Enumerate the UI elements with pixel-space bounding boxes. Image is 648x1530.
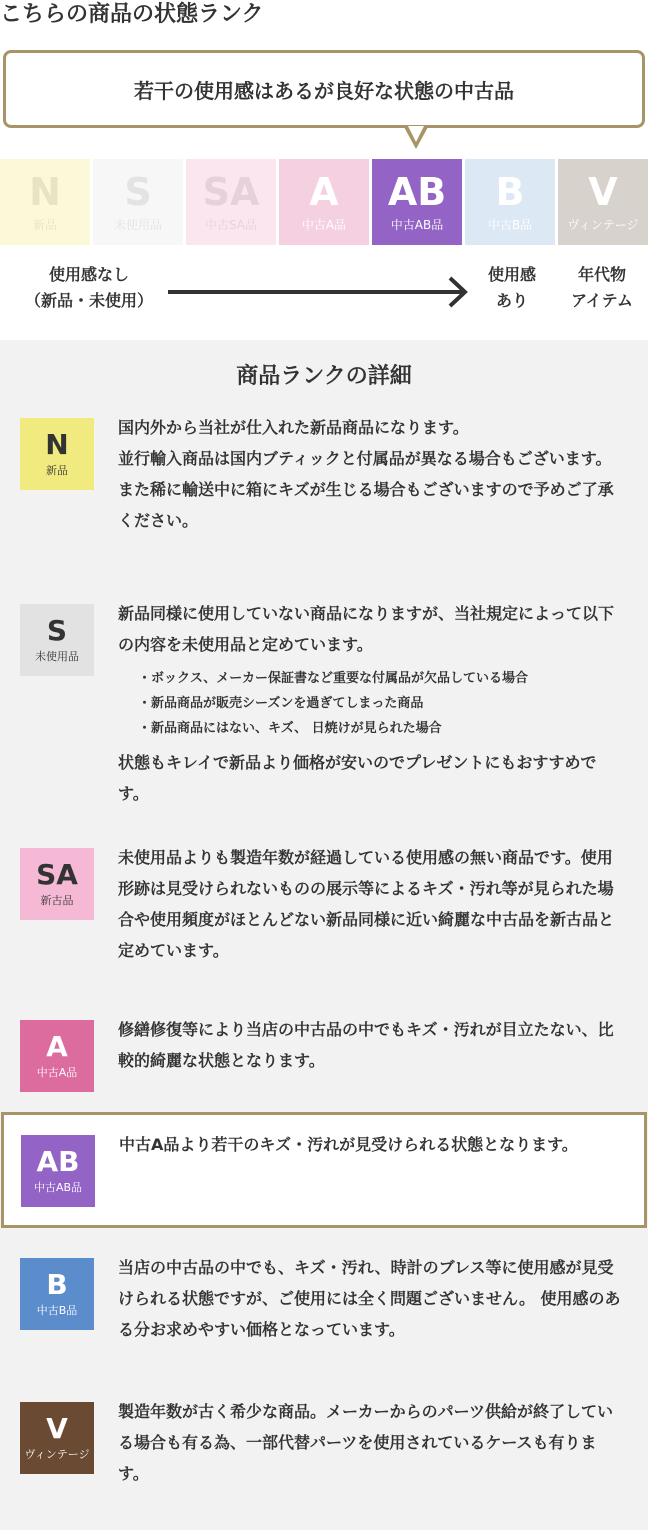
- rank-badge-v: V ヴィンテージ: [20, 1402, 94, 1474]
- rank-badge-a: A 中古A品: [20, 1020, 94, 1092]
- rank-description: 国内外から当社が仕入れた新品商品になります。 並行輸入商品は国内ブティックと付属品が異なる場合もございます。 また稀に輸送中に箱にキズが生じる場合もございますので予めご了承ください。: [118, 418, 614, 530]
- rank-cell-s: S 未使用品: [93, 159, 183, 245]
- right-arrow-icon: [168, 272, 468, 312]
- rank-detail-sa: [0, 848, 648, 988]
- details-title: 商品ランクの詳細: [236, 364, 412, 389]
- rank-cell-sa: SA 中古SA品: [186, 159, 276, 245]
- rank-cell-a: A 中古A品: [279, 159, 369, 245]
- rank-detail-v: [0, 1402, 648, 1512]
- rank-cell-n: N 新品: [0, 159, 90, 245]
- rank-detail-a: [0, 1020, 648, 1100]
- list-item: ・新品商品にはない、キズ、 日焼けが見られた場合: [138, 721, 442, 736]
- scale-label-unused: 使用感なし （新品・未使用）: [24, 265, 153, 310]
- rank-cell-ab: AB 中古AB品: [372, 159, 462, 245]
- current-rank-box: [3, 50, 645, 128]
- rank-detail-ab-current: [1, 1112, 647, 1228]
- rank-badge-ab: AB 中古AB品: [21, 1135, 95, 1207]
- rank-description: 新品同様に使用していない商品になりますが、当社規定によって以下の内容を未使用品と定めています。 ・ボックス、メーカー保証書など重要な付属品が欠品している場合 ・新品商品が販売シーズンを過ぎてしまった商品 ・新品商品にはない、キズ、 日焼けが見られた場合 状態もキレイで新品より価格が安いのでプレゼントにもおすすめです。: [118, 598, 626, 809]
- list-item: ・ボックス、メーカー保証書など重要な付属品が欠品している場合: [138, 671, 529, 686]
- rank-cell-v: V ヴィンテージ: [558, 159, 648, 245]
- rank-detail-n: [0, 418, 648, 588]
- rank-description: 製造年数が古く希少な商品。メーカーからのパーツ供給が終了している場合も有る為、一部代替パーツを使用されているケースも有ります。: [118, 1402, 614, 1483]
- rank-detail-s: [0, 604, 648, 824]
- rank-badge-sa: SA 新古品: [20, 848, 94, 920]
- current-rank-text: 若干の使用感はあるが良好な状態の中古品: [134, 78, 514, 103]
- bullet-list: [138, 666, 626, 741]
- rank-cell-b: B 中古B品: [465, 159, 555, 245]
- rank-description: 未使用品よりも製造年数が経過している使用感の無い商品です。使用形跡は見受けられないものの展示等によるキズ・汚れ等が見られた場合や使用頻度がほとんどない新品同様に近い綺麗な中古品を新古品と定めています。: [118, 848, 615, 960]
- page-title: こちらの商品の状態ランク: [0, 2, 264, 27]
- rank-badge-n: N 新品: [20, 418, 94, 490]
- rank-scale-bar: [0, 159, 648, 245]
- scale-label-used: 使用感 あり: [487, 265, 536, 310]
- scale-label-vintage: 年代物 アイテム: [571, 265, 633, 310]
- rank-description: 中古A品より若干のキズ・汚れが見受けられる状態となります。: [119, 1135, 578, 1154]
- rank-badge-s: S 未使用品: [20, 604, 94, 676]
- rank-badge-b: B 中古B品: [20, 1258, 94, 1330]
- list-item: ・新品商品が販売シーズンを過ぎてしまった商品: [138, 696, 424, 711]
- rank-description: 当店の中古品の中でも、キズ・汚れ、時計のブレス等に使用感が見受けられる状態ですが、ご使用には全く問題ございません。 使用感のある分お求めやすい価格となっています。: [118, 1258, 621, 1339]
- rank-details-section: [0, 340, 648, 1530]
- rank-description: 修繕修復等により当店の中古品の中でもキズ・汚れが目立たない、比較的綺麗な状態となります。: [118, 1020, 614, 1070]
- rank-detail-b: [0, 1258, 648, 1388]
